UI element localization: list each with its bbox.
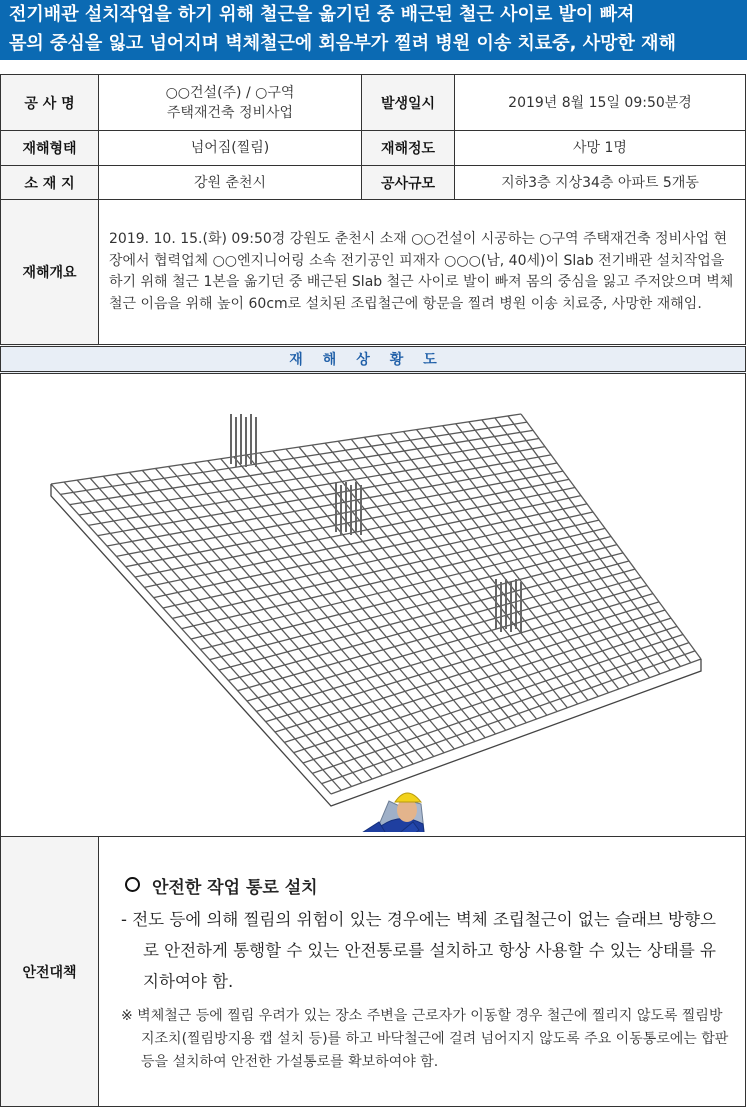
project-line-2: 주택재건축 정비사업	[166, 104, 294, 121]
overview-label: 재해개요	[1, 200, 99, 346]
accident-info-table	[0, 74, 746, 1107]
rebar-mesh	[51, 414, 701, 806]
title-line-2: 몸의 중심을 잃고 넘어지며 벽체철근에 회음부가 찔려 병원 이송 치료중, 사망한 재해	[9, 33, 676, 54]
scale-value: 지하3층 지상34층 아파트 5개동	[455, 166, 746, 200]
date-label: 발생일시	[362, 75, 455, 131]
title-line-1: 전기배관 설치작업을 하기 위해 철근을 옮기던 중 배근된 철근 사이로 발이 빠져	[9, 4, 635, 25]
type-label: 재해형태	[1, 131, 99, 166]
severity-label: 재해정도	[362, 131, 455, 166]
scale-label: 공사규모	[362, 166, 455, 200]
measures-heading: 안전한 작업 통로 설치	[125, 873, 731, 898]
location-label: 소 재 지	[1, 166, 99, 200]
project-value	[99, 75, 362, 131]
location-value: 강원 춘천시	[99, 166, 362, 200]
type-value: 넘어짐(찔림)	[99, 131, 362, 166]
date-value: 2019년 8월 15일 09:50분경	[455, 75, 746, 131]
project-label: 공 사 명	[1, 75, 99, 131]
rebar-mesh-illustration	[1, 374, 746, 832]
hardhat-icon	[395, 793, 421, 802]
measures-label: 안전대책	[1, 837, 99, 1107]
title-banner	[0, 0, 747, 60]
overview-text: 2019. 10. 15.(화) 09:50경 강원도 춘천시 소재 ○○건설이 시공하는 ○구역 주택재건축 정비사업 현장에서 협력업체 ○○엔지니어링 소속 전기공인 피재자 ○○○(남, 40세)이 Slab 전기배관 설치작업을 하기 위해 철근 1본을 옮기던 중 배근된 Slab 철근 사이로 발이 빠져 몸의 중심을 잃고 주저앉으며 벽체철근 이음을 위해 높이 60cm로 설치된 조립철근에 항문을 찔려 병원 이송 치료중, 사망한 재해임.	[99, 200, 746, 346]
measures-content	[99, 837, 746, 1107]
scene-illustration-cell	[1, 373, 746, 837]
project-line-1: ○○건설(주) / ○구역	[165, 84, 295, 101]
scene-caption: 재해상황도	[1, 346, 746, 373]
severity-value: 사망 1명	[455, 131, 746, 166]
bullet-circle-icon	[125, 877, 140, 892]
worker-figure-illustration	[352, 793, 429, 832]
measures-body: - 전도 등에 의해 찔림의 위험이 있는 경우에는 벽체 조립철근이 없는 슬래브 방향으로 안전하게 통행할 수 있는 안전통로를 설치하고 항상 사용할 수 있는 상태를 유지하여야 함.	[121, 910, 716, 991]
measures-note: ※ 벽체철근 등에 찔림 우려가 있는 장소 주변을 근로자가 이동할 경우 철근에 찔리지 않도록 찔림방지조치(찔림방지용 캡 설치 등)를 하고 바닥철근에 걸려 넘어지지 않도록 주요 이동통로에는 합판 등을 설치하여 안전한 가설통로를 확보하여야 함.	[121, 1008, 729, 1070]
